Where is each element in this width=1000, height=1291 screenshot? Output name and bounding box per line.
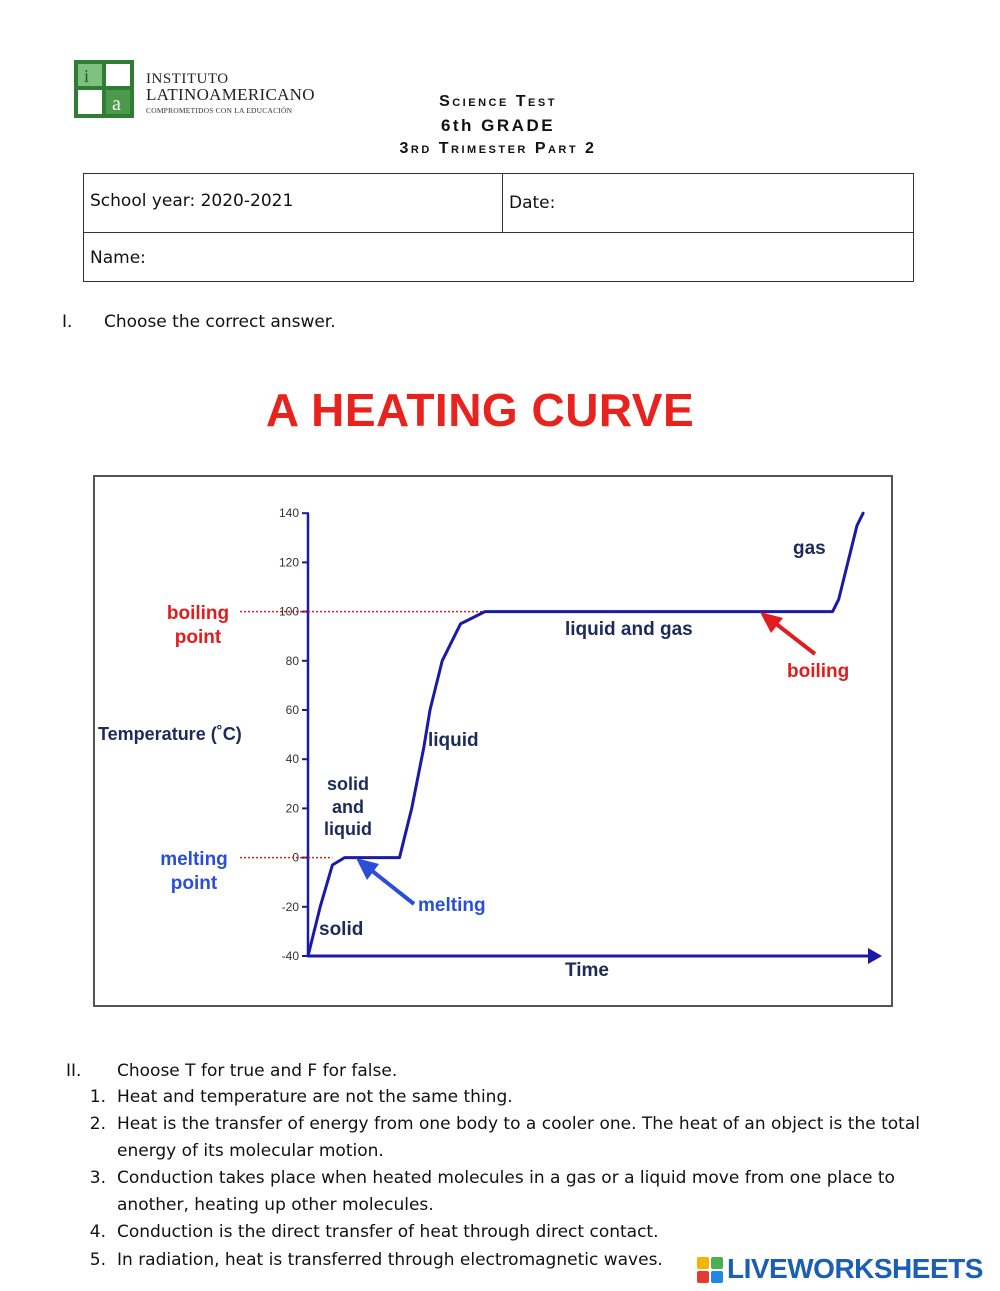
true-false-item: [86, 1084, 966, 1111]
y-tick-label: 120: [278, 555, 299, 570]
section-1-instruction: Choose the correct answer.: [104, 312, 336, 332]
item-text: Conduction takes place when heated molecules in a gas or a liquid move from one place to another, heating up other molecules.: [117, 1168, 895, 1215]
trimester-title: 3rd Trimester Part 2: [399, 140, 597, 157]
phase-label-liquid-and-gas: liquid and gas: [565, 619, 693, 640]
x-axis-label: Time: [564, 960, 610, 981]
chart-title: A HEATING CURVE: [265, 384, 695, 436]
y-tick-label: 140: [278, 506, 299, 521]
item-text: Heat and temperature are not the same thing.: [117, 1087, 513, 1107]
logo-line-1: INSTITUTO: [146, 71, 229, 87]
y-tick-label: -40: [281, 949, 299, 963]
item-text: Heat is the transfer of energy from one body to a cooler one. The heat of an object is the total energy of its molecular motion.: [117, 1114, 920, 1161]
watermark-text: LIVEWORKSHEETS: [727, 1253, 983, 1284]
school-logo: [74, 60, 344, 124]
item-number: 1.: [89, 1087, 106, 1107]
annotation-melting-point: melting: [160, 849, 228, 870]
y-tick-label: 0: [292, 850, 299, 865]
table-divider-horizontal: [84, 232, 913, 233]
item-number: 5.: [89, 1250, 106, 1270]
table-divider-vertical: [502, 174, 503, 232]
true-false-item: [86, 1165, 966, 1219]
phase-label-solid: solid: [319, 919, 364, 940]
phase-label-liquid: liquid: [428, 730, 479, 751]
section-2-numeral: II.: [66, 1061, 82, 1081]
true-false-item: [86, 1111, 966, 1165]
item-text: In radiation, heat is transferred through electromagnetic waves.: [117, 1250, 663, 1270]
phase-label-solid-and-liquid: and: [331, 797, 365, 817]
item-number: 4.: [89, 1222, 106, 1242]
y-tick-label: 60: [285, 703, 299, 717]
item-number: 3.: [89, 1168, 106, 1188]
y-tick-label: -20: [281, 899, 299, 914]
svg-text:i: i: [84, 66, 90, 86]
school-year-cell: School year: 2020-2021: [90, 191, 294, 211]
y-tick-label: 80: [285, 653, 299, 668]
item-text: Conduction is the direct transfer of heat through direct contact.: [117, 1222, 659, 1242]
liveworksheets-logo[interactable]: [697, 1253, 997, 1285]
grade-title: 6th GRADE: [440, 116, 556, 135]
phase-label-gas: gas: [793, 538, 826, 559]
section-1-numeral: I.: [62, 312, 73, 332]
test-title: Science Test: [439, 93, 557, 110]
y-tick-label: 100: [278, 604, 299, 619]
phase-label-solid-and-liquid: solid: [326, 774, 370, 794]
date-field[interactable]: Date:: [509, 193, 556, 213]
annotation-melting: melting: [418, 895, 486, 916]
y-tick-label: 20: [285, 801, 299, 816]
y-tick-label: 40: [285, 752, 299, 767]
heating-curve-chart: [90, 470, 898, 1015]
liveworksheets-icon: [697, 1257, 723, 1283]
annotation-melting-point: point: [170, 873, 218, 894]
section-2-instruction: Choose T for true and F for false.: [117, 1061, 398, 1081]
name-field[interactable]: Name:: [90, 248, 146, 268]
logo-line-3: COMPROMETIDOS CON LA EDUCACIÓN: [146, 106, 293, 115]
logo-line-2: LATINOAMERICANO: [146, 85, 315, 104]
phase-label-solid-and-liquid: liquid: [324, 819, 372, 839]
svg-text:a: a: [112, 93, 121, 115]
annotation-boiling-point: point: [174, 627, 222, 648]
annotation-boiling-point: boiling: [166, 603, 230, 624]
student-info-table: [83, 173, 914, 282]
true-false-item: [86, 1219, 966, 1246]
annotation-boiling: boiling: [787, 661, 850, 682]
y-axis-label: Temperature (˚C): [98, 724, 242, 744]
item-number: 2.: [89, 1114, 106, 1134]
